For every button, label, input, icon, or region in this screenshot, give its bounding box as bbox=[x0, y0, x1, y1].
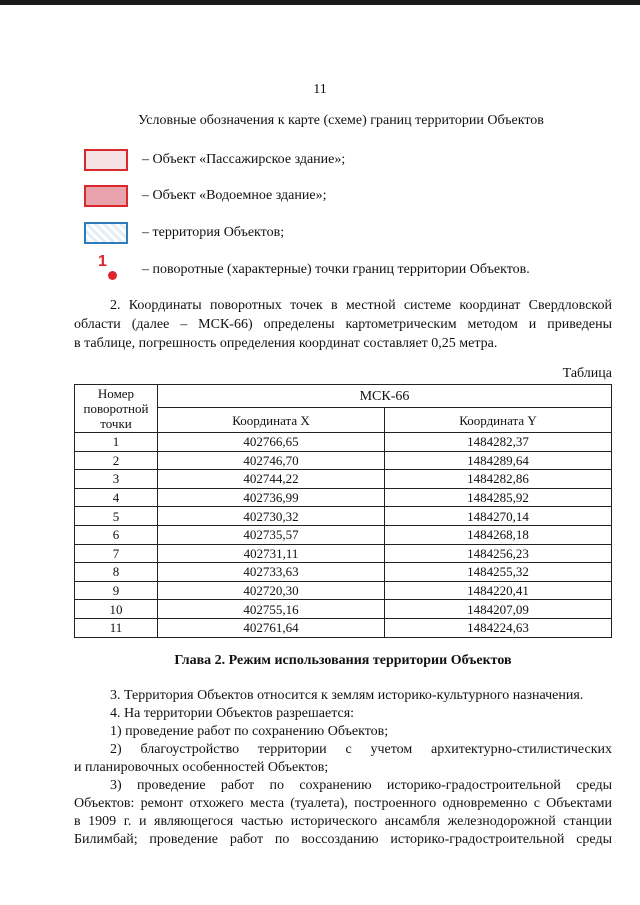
table-row bbox=[75, 488, 612, 507]
table-row bbox=[75, 544, 612, 563]
cell-coordinate-y: 1484224,63 bbox=[385, 618, 612, 637]
cell-coordinate-x: 402766,65 bbox=[158, 433, 385, 452]
legend-item-label: – поворотные (характерные) точки границ территории Объектов. bbox=[142, 262, 530, 277]
cell-coordinate-y: 1484256,23 bbox=[385, 544, 612, 563]
cell-point-number: 1 bbox=[75, 433, 158, 452]
cell-coordinate-x: 402720,30 bbox=[158, 581, 385, 600]
cell-coordinate-y: 1484207,09 bbox=[385, 600, 612, 619]
cell-point-number: 2 bbox=[75, 451, 158, 470]
cell-coordinate-x: 402733,63 bbox=[158, 563, 385, 582]
cell-coordinate-y: 1484270,14 bbox=[385, 507, 612, 526]
paragraph-2-line-2: области (далее – МСК-66) определены картометрическим методом и приведены bbox=[74, 317, 612, 332]
item-3-line-1: 3) проведение работ по сохранению историко-градостроительной среды bbox=[110, 778, 612, 793]
table-row bbox=[75, 470, 612, 489]
header-coordinate-x: Координата X bbox=[158, 408, 385, 433]
cell-coordinate-x: 402731,11 bbox=[158, 544, 385, 563]
legend-item-passenger bbox=[84, 147, 345, 173]
point-number-label: 1 bbox=[98, 253, 107, 270]
table-row bbox=[75, 433, 612, 452]
territory-swatch bbox=[84, 222, 128, 244]
header-point-number: Номер поворотной точки bbox=[75, 385, 158, 433]
chapter-title: Глава 2. Режим использования территории Объектов bbox=[174, 653, 512, 668]
cell-coordinate-x: 402761,64 bbox=[158, 618, 385, 637]
cell-coordinate-y: 1484282,37 bbox=[385, 433, 612, 452]
paragraph-2-line-1: 2. Координаты поворотных точек в местной системе координат Свердловской bbox=[110, 298, 612, 313]
legend-item-label: – территория Объектов; bbox=[142, 225, 285, 240]
clause-4: 4. На территории Объектов разрешается: bbox=[110, 706, 355, 721]
table-row bbox=[75, 525, 612, 544]
cell-point-number: 3 bbox=[75, 470, 158, 489]
table-row bbox=[75, 451, 612, 470]
legend-item-territory bbox=[84, 220, 284, 246]
header-coordinate-y: Координата Y bbox=[385, 408, 612, 433]
cell-coordinate-x: 402735,57 bbox=[158, 525, 385, 544]
legend-item-point bbox=[84, 253, 530, 283]
paragraph-2-line-3: в таблице, погрешность определения координат составляет 0,25 метра. bbox=[74, 336, 498, 351]
water-building-swatch bbox=[84, 185, 128, 207]
table-row bbox=[75, 581, 612, 600]
item-3-line-3: в 1909 г. и являющегося частью исторического ансамбля железнодорожной станции bbox=[74, 814, 612, 829]
scan-top-border bbox=[0, 0, 640, 5]
item-3-line-4: Билимбай; проведение работ по воссозданию историко-градостроительной среды bbox=[74, 832, 612, 847]
cell-coordinate-x: 402746,70 bbox=[158, 451, 385, 470]
cell-coordinate-y: 1484285,92 bbox=[385, 488, 612, 507]
legend-item-label: – Объект «Водоемное здание»; bbox=[142, 188, 327, 203]
cell-point-number: 10 bbox=[75, 600, 158, 619]
cell-coordinate-x: 402736,99 bbox=[158, 488, 385, 507]
cell-coordinate-y: 1484282,86 bbox=[385, 470, 612, 489]
cell-point-number: 11 bbox=[75, 618, 158, 637]
item-3-line-2: Объектов: ремонт отхожего места (туалета), построенного одновременно с Объектами bbox=[74, 796, 612, 811]
item-2-line-1: 2) благоустройство территории с учетом архитектурно-стилистических bbox=[110, 742, 612, 757]
cell-coordinate-x: 402755,16 bbox=[158, 600, 385, 619]
point-dot-icon bbox=[108, 271, 117, 280]
cell-coordinate-x: 402730,32 bbox=[158, 507, 385, 526]
cell-coordinate-y: 1484255,32 bbox=[385, 563, 612, 582]
table-row bbox=[75, 618, 612, 637]
table-row bbox=[75, 507, 612, 526]
cell-point-number: 5 bbox=[75, 507, 158, 526]
cell-point-number: 9 bbox=[75, 581, 158, 600]
item-2-line-2: и планировочных особенностей Объектов; bbox=[74, 760, 329, 775]
legend-item-water bbox=[84, 183, 326, 209]
cell-point-number: 4 bbox=[75, 488, 158, 507]
turning-point-marker bbox=[84, 253, 128, 283]
cell-coordinate-y: 1484289,64 bbox=[385, 451, 612, 470]
cell-coordinate-y: 1484268,18 bbox=[385, 525, 612, 544]
cell-coordinate-x: 402744,22 bbox=[158, 470, 385, 489]
header-msk66: МСК-66 bbox=[158, 385, 612, 408]
cell-coordinate-y: 1484220,41 bbox=[385, 581, 612, 600]
cell-point-number: 8 bbox=[75, 563, 158, 582]
table-row bbox=[75, 600, 612, 619]
legend-title: Условные обозначения к карте (схеме) границ территории Объектов bbox=[138, 113, 544, 128]
table-row bbox=[75, 563, 612, 582]
page-number: 11 bbox=[313, 82, 327, 97]
legend-item-label: – Объект «Пассажирское здание»; bbox=[142, 152, 346, 167]
table-caption: Таблица bbox=[562, 366, 612, 381]
coordinates-table bbox=[74, 384, 612, 638]
cell-point-number: 6 bbox=[75, 525, 158, 544]
item-1: 1) проведение работ по сохранению Объектов; bbox=[110, 724, 389, 739]
cell-point-number: 7 bbox=[75, 544, 158, 563]
clause-3: 3. Территория Объектов относится к землям историко-культурного назначения. bbox=[110, 688, 584, 703]
passenger-building-swatch bbox=[84, 149, 128, 171]
